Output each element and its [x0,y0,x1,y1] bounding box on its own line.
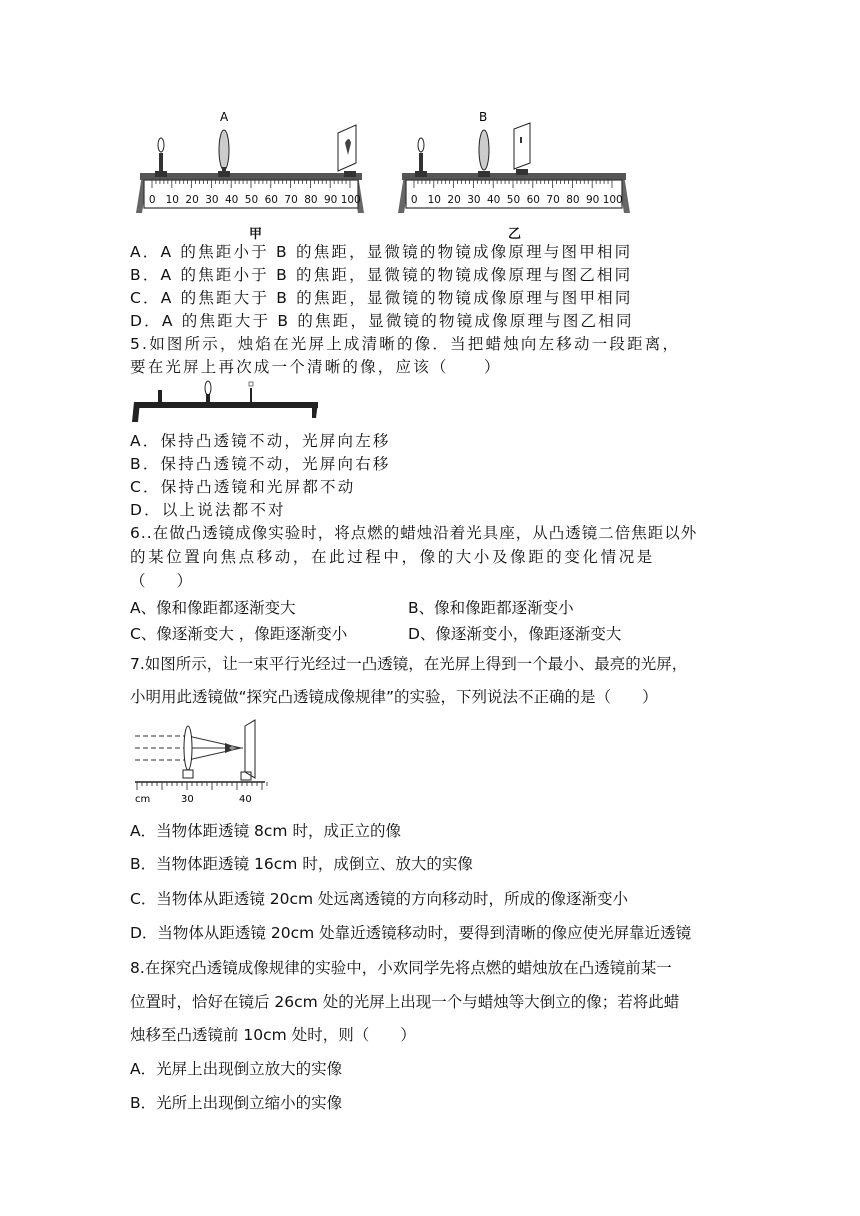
q7-stem-line-1: 7.如图所示，让一束平行光经过一凸透镜，在光屏上得到一个最小、最亮的光屏， [130,655,688,673]
bench-left-tick-label: 10 [165,194,179,206]
q5-option-b: B．保持凸透镜不动，光屏向右移 [130,455,391,473]
q7-mark-40: 40 [239,794,252,805]
q6-option-d: D、像逐渐变小，像距逐渐变大 [408,625,622,643]
q5-bench-figure [130,378,320,428]
q4-option-b: B．A 的焦距小于 B 的焦距，显微镜的物镜成像原理与图乙相同 [130,266,633,284]
bench-left-tick-label: 100 [340,194,361,206]
bench-left-tick-label: 0 [148,194,156,206]
q5-option-d: D．以上说法都不对 [130,501,286,519]
bench-right-tick-label: 100 [602,194,623,206]
q6-option-a: A、像和像距都逐渐变大 [130,599,296,617]
q8-option-b: B．光所上出现倒立缩小的实像 [130,1094,343,1112]
bench-right-tick-label: 10 [427,194,441,206]
q5-option-c: C．保持凸透镜和光屏都不动 [130,478,356,496]
q6-stem-line-1: 6..在做凸透镜成像实验时，将点燃的蜡烛沿着光具座，从凸透镜二倍焦距以外 [130,524,698,542]
bench-left-tick-label: 80 [304,194,318,206]
q8-option-a: A．光屏上出现倒立放大的实像 [130,1060,343,1078]
caption-jia: 甲 [249,227,263,242]
q4-option-c: C．A 的焦距大于 B 的焦距，显微镜的物镜成像原理与图甲相同 [130,289,633,307]
q7-option-d: D．当物体从距透镜 20cm 处靠近透镜移动时，要得到清晰的像应使光屏靠近透镜 [130,924,692,942]
q4-option-a: A．A 的焦距小于 B 的焦距，显微镜的物镜成像原理与图甲相同 [130,243,633,261]
bench-right-tick-label: 0 [410,194,418,206]
bench-left-tick-label: 40 [225,194,239,206]
bench-left-tick-label: 30 [205,194,219,206]
lens-label-a: A [220,110,229,124]
q7-unit-label: cm [135,794,151,805]
q4-option-d: D．A 的焦距大于 B 的焦距，显微镜的物镜成像原理与图乙相同 [130,312,634,330]
bench-left-tick-label: 90 [324,194,338,206]
bench-right-tick-label: 40 [487,194,501,206]
q8-stem-line-3: 烛移至凸透镜前 10cm 处时，则（ ） [130,1026,416,1044]
q7-mark-30: 30 [181,794,194,805]
optical-bench-figure [128,105,648,230]
q6-stem-line-2: 的某位置向焦点移动，在此过程中，像的大小及像距的变化情况是 [130,548,655,566]
lens-label-b: B [479,110,488,124]
bench-right-tick-label: 60 [526,194,540,206]
caption-yi: 乙 [508,227,522,242]
bench-right-tick-label: 90 [586,194,600,206]
q7-option-a: A．当物体距透镜 8cm 时，成正立的像 [130,822,401,840]
bench-left-tick-label: 50 [244,194,259,206]
q5-option-a: A．保持凸透镜不动，光屏向左移 [130,432,391,450]
q6-stem-line-3: （ ） [130,572,193,590]
q5-stem-line-2: 要在光屏上再次成一个清晰的像，应该（ ） [130,358,502,376]
bench-right-tick-label: 70 [546,194,560,206]
q8-stem-line-2: 位置时，恰好在镜后 26cm 处的光屏上出现一个与蜡烛等大倒立的像；若将此蜡 [130,993,680,1011]
bench-right-tick-label: 80 [566,194,580,206]
q8-stem-line-1: 8.在探究凸透镜成像规律的实验中，小欢同学先将点燃的蜡烛放在凸透镜前某一 [130,959,672,977]
q7-lens-figure [133,718,268,806]
q7-option-b: B．当物体距透镜 16cm 时，成倒立、放大的实像 [130,855,473,873]
q7-stem-line-2: 小明用此透镜做“探究凸透镜成像规律”的实验，下列说法不正确的是（ ） [130,688,658,706]
q5-stem-line-1: 5.如图所示，烛焰在光屏上成清晰的像．当把蜡烛向左移动一段距离， [130,335,681,353]
bench-left-tick-label: 70 [284,194,298,206]
bench-right-tick-label: 20 [447,194,461,206]
bench-right-tick-label: 50 [506,194,521,206]
q6-option-b: B、像和像距都逐渐变小 [408,599,574,617]
q6-option-c: C、像逐渐变大 ，像距逐渐变小 [130,625,348,643]
bench-left-tick-label: 60 [264,194,278,206]
bench-right-tick-label: 30 [467,194,481,206]
q7-option-c: C．当物体从距透镜 20cm 处远离透镜的方向移动时，所成的像逐渐变小 [130,890,629,908]
bench-left-tick-label: 20 [185,194,199,206]
